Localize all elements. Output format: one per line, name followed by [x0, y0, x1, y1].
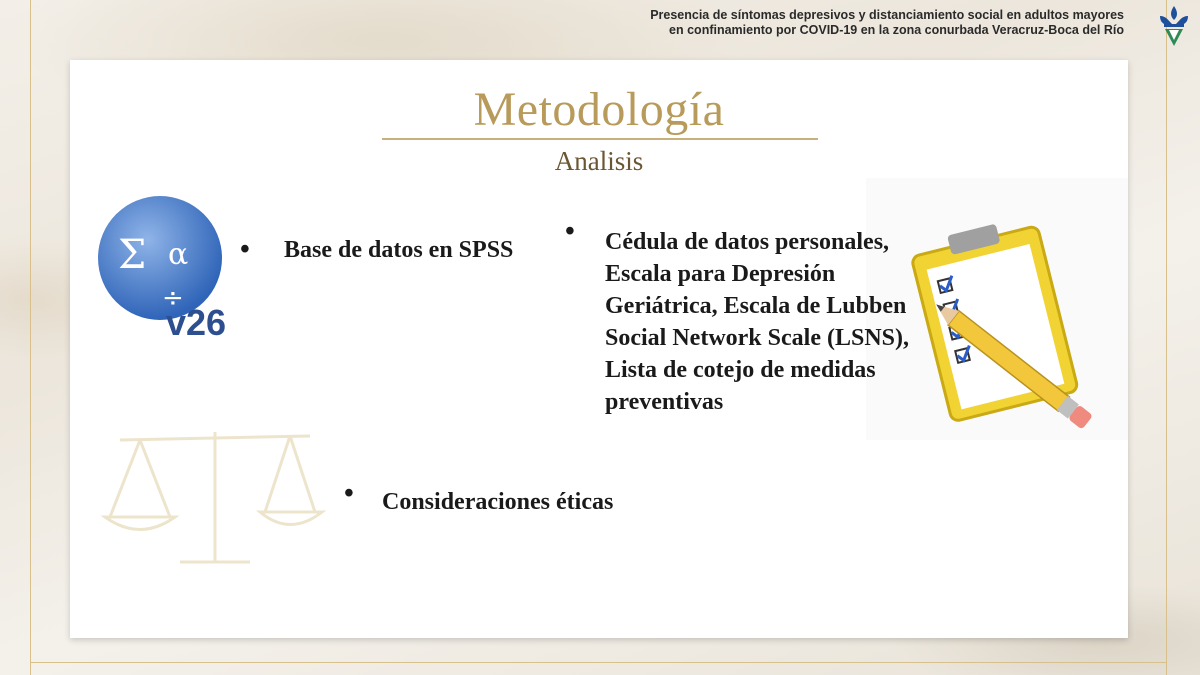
bullet-ethical-considerations [344, 478, 742, 518]
bullet-dot: • [344, 478, 354, 509]
bullet-text-2: Cédula de datos personales, Escala para Depresión Geriátrica, Escala de Lubben Social Network Scale (LSNS), Lista de cotejo de medidas preventivas [605, 229, 909, 415]
bullet-spss-database [240, 234, 514, 266]
bullet-instruments [565, 216, 915, 418]
header-line-2: en confinamiento por COVID-19 en la zona conurbada Veracruz-Boca del Río [669, 23, 1124, 37]
frame-line-left [30, 0, 31, 675]
spss-version-label: v26 [166, 302, 227, 338]
spss-icon [90, 196, 250, 338]
svg-text:α: α [168, 237, 189, 272]
header-line-1: Presencia de síntomas depresivos y distanciamiento social en adultos mayores [650, 8, 1124, 22]
svg-text:Σ: Σ [118, 232, 147, 278]
svg-text:÷: ÷ [162, 283, 184, 313]
frame-line-bottom [30, 662, 1167, 663]
slide-subtitle: Analisis [554, 146, 644, 176]
frame-line-right [1166, 0, 1167, 675]
slide-card [70, 60, 1128, 638]
scale-of-justice-icon [100, 422, 330, 572]
title-underline [382, 138, 818, 140]
slide-title: Metodología [473, 83, 725, 136]
bullet-text-3: Consideraciones éticas [382, 489, 614, 515]
presentation-header [524, 8, 1124, 38]
university-logo-icon [1156, 4, 1192, 48]
bullet-dot: • [565, 216, 575, 247]
bullet-text-1: Base de datos en SPSS [284, 237, 514, 263]
bullet-dot: • [240, 234, 250, 265]
